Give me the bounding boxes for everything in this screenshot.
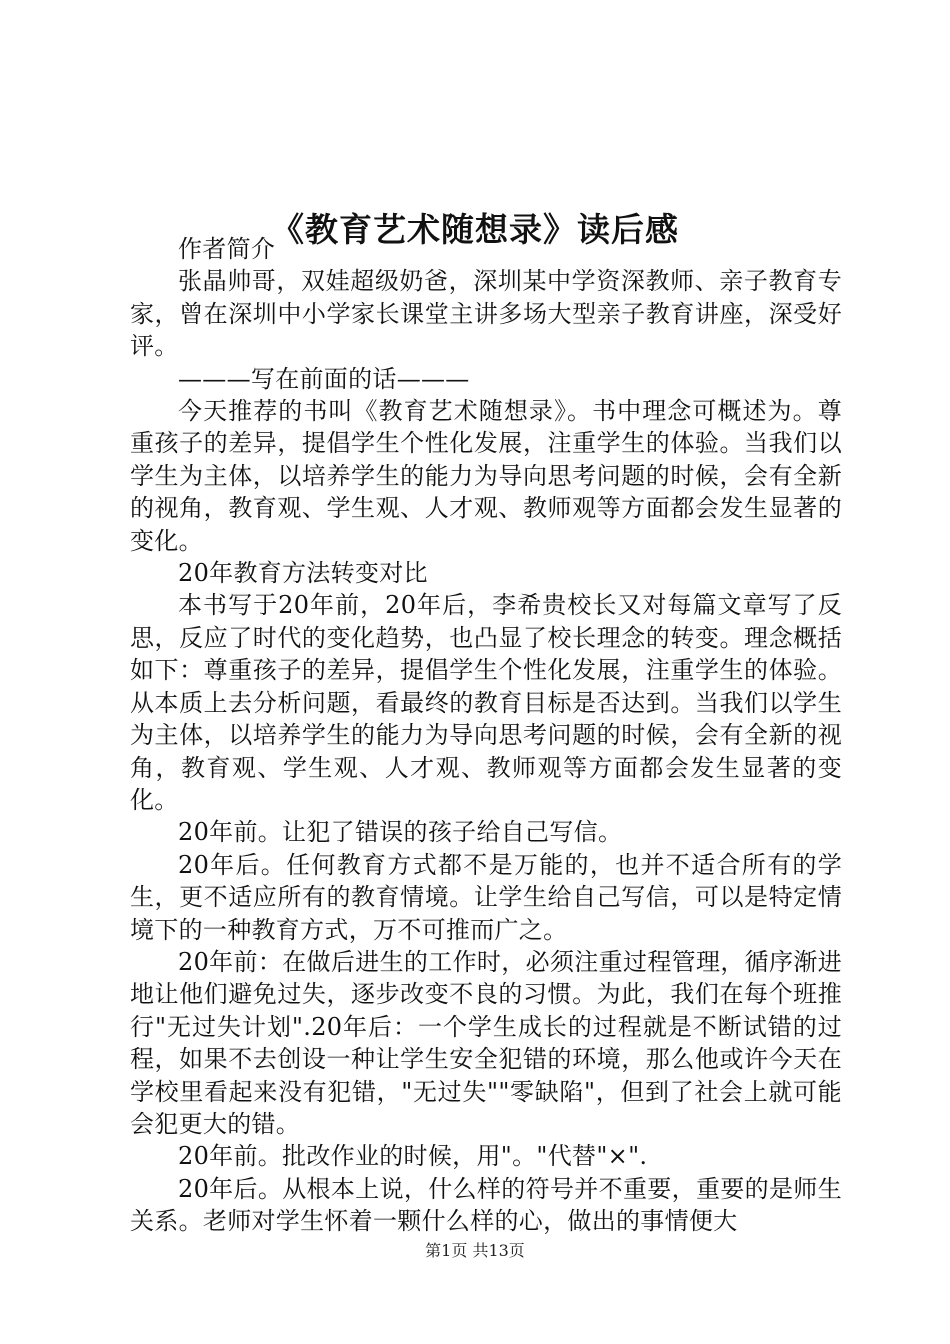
paragraph-author-bio: 张晶帅哥，双娃超级奶爸，深圳某中学资深教师、亲子教育专家，曾在深圳中小学家长课堂主讲多场大型亲子教育讲座，深受好评。 (130, 267, 842, 361)
document-title: 《教育艺术随想录》读后感 (271, 210, 679, 250)
paragraph-preface-heading: ———写在前面的话——— (178, 364, 470, 393)
paragraph-before-1: 20年前。让犯了错误的孩子给自己写信。 (178, 818, 623, 847)
paragraph-after-1: 20年后。任何教育方式都不是万能的，也并不适合所有的学生，更不适应所有的教育情境。让学生给自己写信，可以是特定情境下的一种教育方式，万不可推而广之。 (130, 850, 842, 944)
paragraph-comparison-heading: 20年教育方法转变对比 (178, 559, 428, 588)
paragraph-book-intro: 今天推荐的书叫《教育艺术随想录》。书中理念可概述为。尊重孩子的差异，提倡学生个性化发展，注重学生的体验。当我们以学生为主体，以培养学生的能力为导向思考问题的时候，会有全新的视角，教育观、学生观、人才观、教师观等方面都会发生显著的变化。 (130, 397, 842, 555)
paragraph-before-after-2: 20年前：在做后进生的工作时，必须注重过程管理，循序渐进地让他们避免过失，逐步改变不良的习惯。为此，我们在每个班推行"无过失计划".20年后：一个学生成长的过程就是不断试错的过程，如果不去创设一种让学生安全犯错的环境，那么他或许今天在学校里看起来没有犯错，"无过失""零缺陷"，但到了社会上就可能会犯更大的错。 (130, 947, 842, 1138)
paragraph-author-heading: 作者简介 (178, 235, 276, 263)
page-footer: 第1页 共13页 (425, 1241, 525, 1260)
paragraph-before-3: 20年前。批改作业的时候，用"。"代替"×". (178, 1142, 648, 1171)
paragraph-book-background: 本书写于20年前，20年后，李希贵校长又对每篇文章写了反思，反应了时代的变化趋势，也凸显了校长理念的转变。理念概括如下：尊重孩子的差异，提倡学生个性化发展，注重学生的体验。从本质上去分析问题，看最终的教育目标是否达到。当我们以学生为主体，以培养学生的能力为导向思考问题的时候，会有全新的视角，教育观、学生观、人才观、教师观等方面都会发生显著的变化。 (130, 591, 842, 814)
paragraph-after-3: 20年后。从根本上说，什么样的符号并不重要，重要的是师生关系。老师对学生怀着一颗什么样的心，做出的事情便大 (130, 1174, 842, 1236)
document-body (130, 233, 842, 1238)
